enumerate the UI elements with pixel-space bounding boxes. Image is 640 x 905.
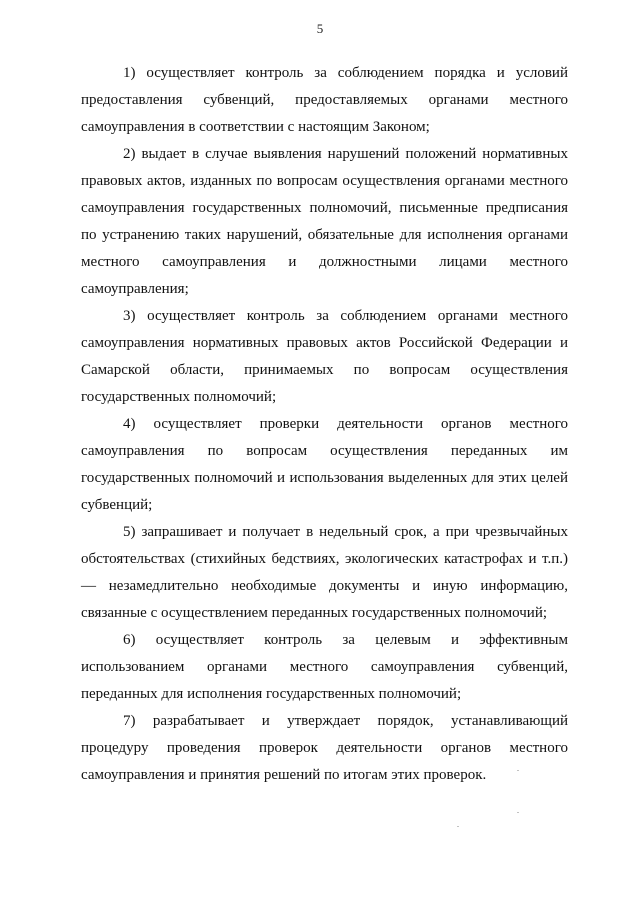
- paragraph-item-5: 5) запрашивает и получает в недельный срок, а при чрезвычайных обстоятельствах (стихийных бедствиях, экологических катастрофах и т.п.) — незамедлительно необходимые документы и иную информацию, связанные с осуществлением переданных государственных полномочий;: [81, 524, 568, 621]
- paragraph-item-2: 2) выдает в случае выявления нарушений положений нормативных правовых актов, изданных по вопросам осуществления органами местного самоуправления государственных полномочий, письменные предписания по устранению таких нарушений, обязательные для исполнения органами местного самоуправления и должностными лицами местного самоуправления;: [81, 146, 568, 297]
- paragraph-item-3: 3) осуществляет контроль за соблюдением органами местного самоуправления нормативных правовых актов Российской Федерации и Самарской области, принимаемых по вопросам осуществления государственных полномочий;: [81, 308, 568, 405]
- paragraph-item-6: 6) осуществляет контроль за целевым и эффективным использованием органами местного самоуправления субвенций, переданных для исполнения государственных полномочий;: [81, 632, 568, 702]
- paragraph-item-7: 7) разрабатывает и утверждает порядок, устанавливающий процедуру проведения проверок деятельности органов местного самоуправления и принятия решений по итогам этих проверок.: [81, 713, 568, 783]
- paragraph-item-4: 4) осуществляет проверки деятельности органов местного самоуправления по вопросам осуществления переданных им государственных полномочий и использования выделенных для этих целей субвенций;: [81, 416, 568, 513]
- scan-speck: [517, 812, 519, 813]
- scan-speck: [517, 770, 519, 771]
- paragraph-item-1: 1) осуществляет контроль за соблюдением порядка и условий предоставления субвенций, предоставляемых органами местного самоуправления в соответствии с настоящим Законом;: [81, 65, 568, 135]
- scan-speck: [457, 826, 459, 827]
- document-body: [81, 60, 568, 789]
- page-number: 5: [316, 21, 324, 36]
